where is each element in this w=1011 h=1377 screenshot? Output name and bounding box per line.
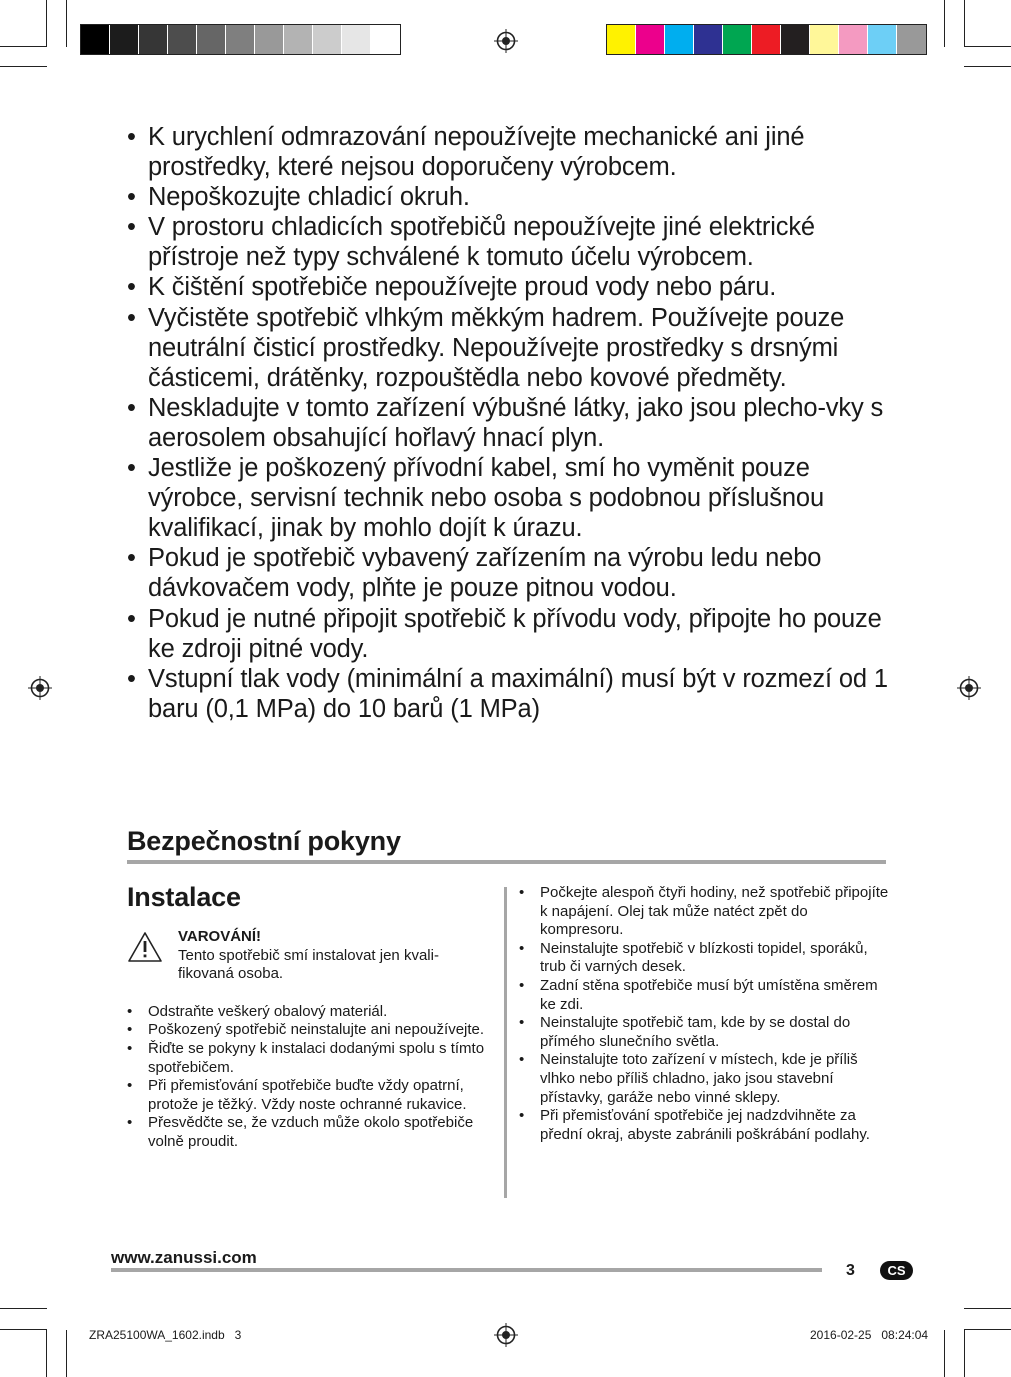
bullet-icon: • <box>127 1114 133 1132</box>
color-swatch <box>636 25 665 54</box>
bullet-icon: • <box>127 393 136 422</box>
list-item-text: Při přemisťování spotřebiče jej nadzdvihněte za přední okraj, abyste zabránili poškrábání podlahy. <box>540 1107 870 1143</box>
warning-title: VAROVÁNÍ! <box>178 928 262 945</box>
subsection-title: Instalace <box>127 882 241 912</box>
section-divider <box>127 860 886 864</box>
color-swatch <box>226 25 255 54</box>
list-item <box>519 1107 894 1144</box>
list-item-text: K čištění spotřebiče nepoužívejte proud vody nebo páru. <box>148 273 777 302</box>
list-item <box>127 272 897 302</box>
crop-mark <box>66 0 67 47</box>
list-item-text: K urychlení odmrazování nepoužívejte mechanické ani jiné prostředky, které nejsou doporučeny výrobcem. <box>148 123 805 182</box>
list-item <box>127 182 897 212</box>
list-item-text: Přesvědčte se, že vzduch může okolo spotřebiče volně proudit. <box>148 1114 474 1150</box>
bullet-icon: • <box>519 1014 525 1032</box>
crop-mark <box>0 46 47 47</box>
bullet-icon: • <box>519 976 525 994</box>
bullet-icon: • <box>127 303 136 332</box>
section-title: Bezpečnostní pokyny <box>127 826 401 856</box>
color-swatch <box>371 25 400 54</box>
color-swatch <box>313 25 342 54</box>
registration-mark-icon <box>28 676 52 700</box>
bullet-icon: • <box>127 454 136 483</box>
list-item <box>127 212 897 272</box>
list-item-text: Neinstalujte toto zařízení v místech, kde je příliš vlhko nebo příliš chladno, jako jsou stavební přístavky, garáže nebo vinné sklepy. <box>540 1051 858 1106</box>
bullet-icon: • <box>127 1039 133 1057</box>
footer-divider <box>111 1268 822 1272</box>
list-item-text: Nepoškozujte chladicí okruh. <box>148 183 470 212</box>
color-swatch <box>284 25 313 54</box>
list-item <box>519 940 894 977</box>
list-item <box>127 664 897 724</box>
bullet-icon: • <box>127 123 136 151</box>
crop-mark <box>964 46 1011 47</box>
warning-box <box>127 928 487 984</box>
list-item-text: Pokud je nutné připojit spotřebič k přívodu vody, připojte ho pouze ke zdroji pitné vody. <box>148 604 882 663</box>
bullet-icon: • <box>127 1077 133 1095</box>
crop-mark <box>0 66 47 67</box>
list-item <box>127 1021 487 1040</box>
bullet-icon: • <box>127 604 136 633</box>
print-slug-datetime: 2016-02-25 08:24:04 <box>810 1328 929 1342</box>
page-number: 3 <box>846 1262 855 1279</box>
color-swatch <box>110 25 139 54</box>
crop-mark <box>0 1308 47 1309</box>
list-item <box>127 393 897 453</box>
list-item-text: Při přemisťování spotřebiče buďte vždy opatrní, protože je těžký. Vždy noste ochranné rukavice. <box>148 1077 467 1113</box>
list-item <box>127 303 897 393</box>
list-item-text: Vstupní tlak vody (minimální a maximální) musí být v rozmezí od 1 baru (0,1 MPa) do 10 barů (1 MPa) <box>148 664 888 723</box>
color-swatch <box>168 25 197 54</box>
print-slug-file: ZRA25100WA_1602.indb 3 <box>89 1328 242 1342</box>
list-item-text: Řiďte se pokyny k instalaci dodanými spolu s tímto spotřebičem. <box>148 1039 485 1076</box>
color-swatch <box>752 25 781 54</box>
list-item <box>127 122 897 182</box>
color-swatch <box>81 25 110 54</box>
list-item <box>127 1003 487 1022</box>
crop-mark <box>964 0 965 47</box>
bullet-icon: • <box>127 213 136 242</box>
color-swatch <box>139 25 168 54</box>
registration-mark-icon <box>494 1323 518 1347</box>
bullet-icon: • <box>519 1051 525 1069</box>
list-item-text: Počkejte alespoň čtyři hodiny, než spotřebič připojíte k napájení. Olej tak může natéct zpět do kompresoru. <box>540 884 889 939</box>
bullet-icon: • <box>519 1107 525 1125</box>
color-swatch <box>255 25 284 54</box>
crop-mark <box>0 1329 47 1330</box>
installation-list-right <box>519 884 894 1144</box>
list-item-text: Pokud je spotřebič vybavený zařízením na výrobu ledu nebo dávkovačem vody, plňte je pouze pitnou vodou. <box>148 544 822 603</box>
bullet-icon: • <box>127 544 136 573</box>
crop-mark <box>944 0 945 47</box>
color-swatch <box>810 25 839 54</box>
list-item <box>127 1077 487 1114</box>
bullet-icon: • <box>519 884 525 901</box>
list-item-text: Zadní stěna spotřebiče musí být umístěna směrem ke zdi. <box>540 976 878 1013</box>
list-item-text: Neinstalujte spotřebič v blízkosti topidel, sporáků, trub či varných desek. <box>540 939 868 976</box>
list-item <box>519 884 894 940</box>
color-swatch <box>781 25 810 54</box>
installation-left-column <box>127 882 487 1152</box>
list-item <box>519 977 894 1014</box>
crop-mark <box>46 1330 47 1377</box>
column-divider <box>504 887 507 1198</box>
warning-triangle-icon <box>127 931 163 963</box>
footer-url: www.zanussi.com <box>111 1248 257 1267</box>
list-item-text: Neskladujte v tomto zařízení výbušné látky, jako jsou plecho-vky s aerosolem obsahující hořlavý hnací plyn. <box>148 393 884 452</box>
color-swatch <box>607 25 636 54</box>
crop-mark <box>46 0 47 47</box>
warning-text: Tento spotřebič smí instalovat jen kvali-fikovaná osoba. <box>178 946 439 983</box>
color-swatch <box>723 25 752 54</box>
crop-mark <box>964 1330 965 1377</box>
color-swatch <box>197 25 226 54</box>
safety-bullet-list <box>127 122 897 724</box>
language-badge: CS <box>880 1261 913 1280</box>
installation-right-column <box>519 884 894 1144</box>
list-item-text: V prostoru chladicích spotřebičů nepoužívejte jiné elektrické přístroje než typy schválené k tomuto účelu výrobcem. <box>148 213 815 272</box>
list-item <box>519 1051 894 1107</box>
installation-list-left <box>127 1003 487 1152</box>
color-swatch <box>868 25 897 54</box>
list-item-text: Jestliže je poškozený přívodní kabel, smí ho vyměnit pouze výrobce, servisní technik nebo osoba s podobnou příslušnou kvalifikací, jinak by mohlo dojít k úrazu. <box>148 454 824 543</box>
list-item <box>127 1114 487 1151</box>
color-swatch <box>694 25 723 54</box>
list-item <box>127 1040 487 1077</box>
list-item-text: Poškozený spotřebič neinstalujte ani nepoužívejte. <box>148 1021 485 1039</box>
bullet-icon: • <box>127 273 136 302</box>
color-swatch <box>897 25 926 54</box>
crop-mark <box>944 1330 945 1377</box>
list-item <box>519 1014 894 1051</box>
list-item-text: Neinstalujte spotřebič tam, kde by se dostal do přímého slunečního světla. <box>540 1014 851 1050</box>
color-swatch <box>665 25 694 54</box>
list-item <box>127 543 897 603</box>
crop-mark <box>964 66 1011 67</box>
list-item-text: Odstraňte veškerý obalový materiál. <box>148 1002 388 1020</box>
registration-mark-icon <box>494 29 518 53</box>
list-item <box>127 604 897 664</box>
bullet-icon: • <box>127 1002 133 1020</box>
registration-mark-icon <box>957 676 981 700</box>
process-color-bar <box>606 24 927 55</box>
bullet-icon: • <box>127 664 136 693</box>
crop-mark <box>66 1330 67 1377</box>
bullet-icon: • <box>127 1021 133 1039</box>
crop-mark <box>964 1329 1011 1330</box>
bullet-icon: • <box>519 939 525 957</box>
color-swatch <box>839 25 868 54</box>
color-swatch <box>342 25 371 54</box>
list-item-text: Vyčistěte spotřebič vlhkým měkkým hadrem. Používejte pouze neutrální čisticí prostředky. Nepoužívejte prostředky s drsnými částicemi, drátěnky, rozpouštědla nebo kovové předměty. <box>148 303 845 392</box>
list-item <box>127 453 897 543</box>
bullet-icon: • <box>127 183 136 212</box>
grayscale-color-bar <box>80 24 401 55</box>
crop-mark <box>964 1308 1011 1309</box>
